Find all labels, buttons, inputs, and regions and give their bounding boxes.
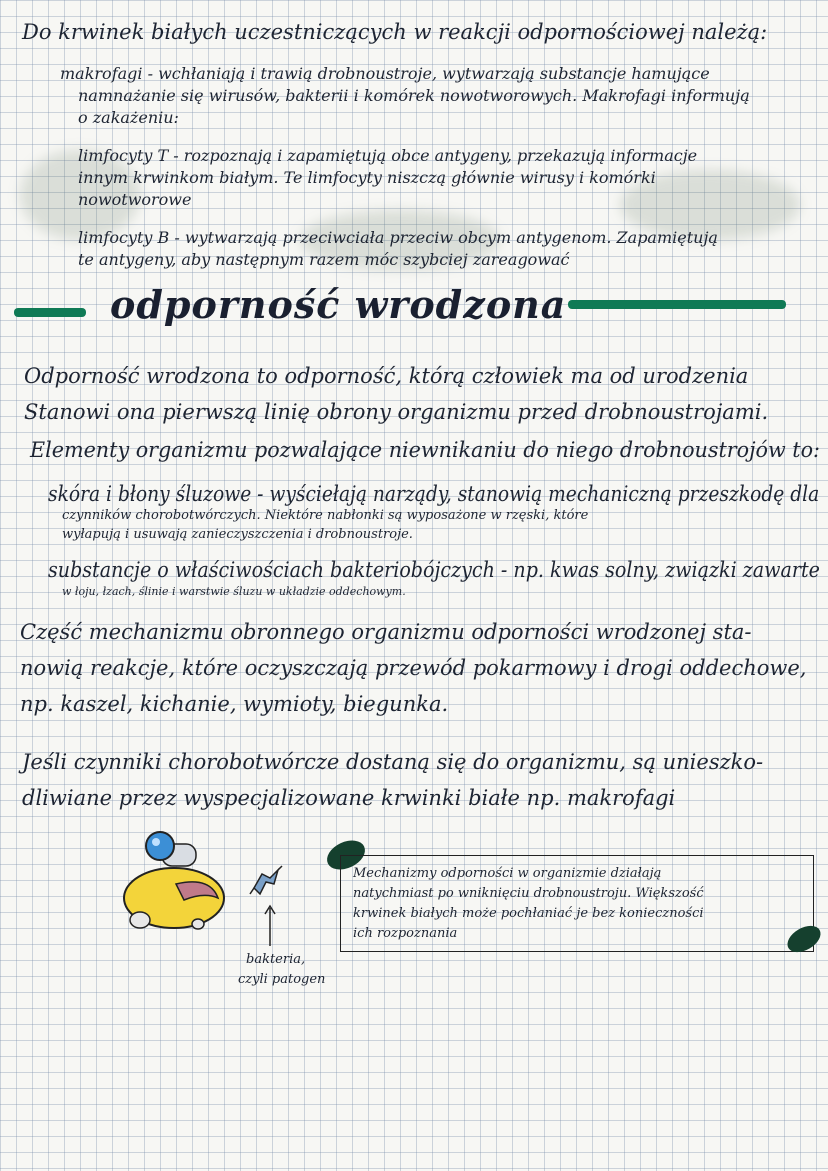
limfocyty-t-line-2: innym krwinkom białym. Te limfocyty niszczą głównie wirusy i komórki	[78, 168, 656, 187]
intro-heading: Do krwinek białych uczestniczących w reakcji odpornościowej należą:	[22, 20, 768, 44]
mechanism-line-2: nowią reakcje, które oczyszczają przewód pokarmowy i drogi oddechowe,	[20, 656, 807, 680]
macrophage-illustration	[118, 828, 226, 936]
mechanism-line-3: np. kaszel, kichanie, wymioty, biegunka.	[20, 692, 449, 716]
limfocyty-t-line-1: limfocyty T - rozpoznają i zapamiętują obce antygeny, przekazują informacje	[78, 146, 698, 165]
makrofagi-line-1: makrofagi - wchłaniają i trawią drobnoustroje, wytwarzają substancje hamujące	[60, 64, 710, 83]
skin-line-1: skóra i błony śluzowe - wyściełają narządy, stanowią mechaniczną przeszkodę dla	[48, 482, 820, 506]
skin-line-3: wyłapują i usuwają zanieczyszczenia i drobnoustroje.	[62, 527, 413, 542]
pathogens-line-2: dliwiane przez wyspecjalizowane krwinki białe np. makrofagi	[22, 786, 676, 810]
bacteria-label-1: bakteria,	[246, 952, 306, 967]
bacterium-icon	[248, 864, 284, 900]
definition-line-3: Elementy organizmu pozwalające niewnikaniu do niego drobnoustrojów to:	[30, 438, 821, 462]
bacteria-label-2: czyli patogen	[238, 972, 326, 987]
mechanism-line-1: Część mechanizmu obronnego organizmu odporności wrodzonej sta-	[20, 620, 752, 644]
pathogens-line-1: Jeśli czynniki chorobotwórcze dostaną się do organizmu, są unieszko-	[22, 750, 764, 774]
section-title: odporność wrodzona	[110, 282, 567, 327]
title-bar-right	[568, 300, 786, 309]
skin-line-2: czynników chorobotwórczych. Niektóre nabłonki są wyposażone w rzęski, które	[62, 508, 589, 523]
note-line-4: ich rozpoznania	[353, 926, 458, 941]
title-bar-left	[14, 308, 86, 317]
definition-line-2: Stanowi ona pierwszą linię obrony organizmu przed drobnoustrojami.	[24, 400, 769, 424]
limfocyty-b-line-2: te antygeny, aby następnym razem móc szybciej zareagować	[78, 250, 570, 269]
substances-line-1: substancje o właściwościach bakteriobójczych - np. kwas solny, związki zawarte	[48, 558, 820, 582]
note-line-1: Mechanizmy odporności w organizmie działają	[353, 866, 662, 881]
note-line-3: krwinek białych może pochłaniać je bez konieczności	[353, 906, 704, 921]
makrofagi-line-3: o zakażeniu:	[78, 108, 179, 127]
arrow-up-icon	[262, 904, 278, 948]
limfocyty-t-line-3: nowotworowe	[78, 190, 192, 209]
definition-line-1: Odporność wrodzona to odporność, którą człowiek ma od urodzenia	[24, 364, 749, 388]
substances-line-2: w łoju, łzach, ślinie i warstwie śluzu w układzie oddechowym.	[62, 585, 406, 598]
note-box	[340, 855, 814, 952]
limfocyty-b-line-1: limfocyty B - wytwarzają przeciwciała przeciw obcym antygenom. Zapamiętują	[78, 228, 718, 247]
makrofagi-line-2: namnażanie się wirusów, bakterii i komórek nowotworowych. Makrofagi informują	[78, 86, 750, 105]
note-line-2: natychmiast po wniknięciu drobnoustroju. Większość	[353, 886, 704, 901]
